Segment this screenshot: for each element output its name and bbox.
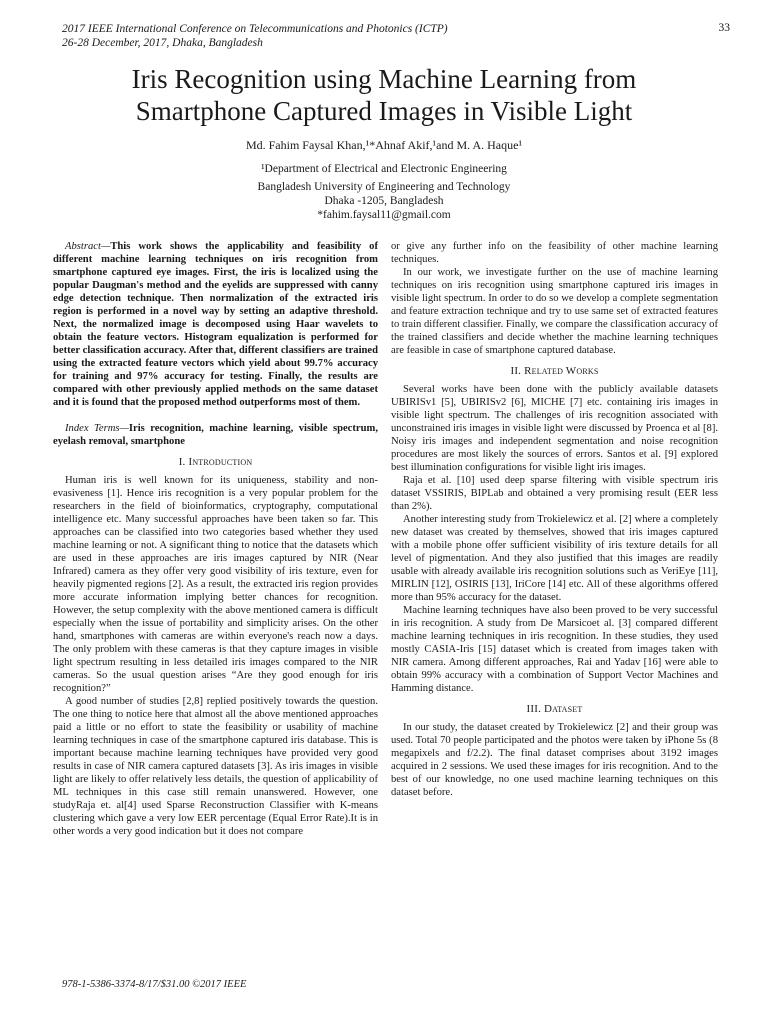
abstract-label: Abstract— — [65, 241, 111, 252]
affiliation-university: Bangladesh University of Engineering and Technology — [257, 181, 511, 193]
section-heading-related-works — [391, 365, 718, 378]
index-terms-text: Iris recognition, machine learning, visible spectrum, eyelash removal, smartphone — [53, 423, 378, 447]
index-terms-label: Index Terms— — [65, 423, 129, 434]
affiliation-email: *fahim.faysal11@gmail.com — [317, 209, 451, 221]
intro-paragraph-2: A good number of studies [2,8] replied positively towards the question. The one thing to notice here that almost all the above mentioned approaches paid a little or no effort to state the feasibility or usability of machine learning techniques in case of the smartphone captured iris database. This is important because machine learning techniques have provided very good results in case of NIR camera captured datasets [3]. As iris images in visible light are likely to offer relatively less details, the question of applicability of ML techniques in this case still remain unanswered. However, one studyRaja et. al[4] used Sparse Reconstruction Classifier with K-means clustering which gave a very low EER percentage (Equal Error Rate).It is in other words a very good indication but it does not compare — [53, 696, 378, 837]
intro-paragraph-1: Human iris is well known for its uniqueness, stability and non-evasiveness [1]. Hence iris recognition is a very popular problem for the researchers in the field of bioinformatics, cryptography, computational intelligence etc. Many successful approaches have been taken so far. This approaches can be classified into two categories based whether they used machine learning or not. A significant thing to notice that the datasets which are used in these approaches are iris images captured by NIR (Near Infrared) camera as they offer very good visibility of iris texture, even for heavily pigmented regions [2]. As a result, the extracted iris region provides more accurate information implying better chances for recognition. However, the setup complexity with the above mentioned camera is difficult especially when the issue of portability and simplicity arises. On the other hand, smartphones with cameras are within everyone's reach now a days. The only problem with these cameras is that they capture images in visible light spectrum resulting in less detailed iris images compared to the NIR cameras. So the usual question arises “Are they good enough for iris recognition?” — [53, 475, 378, 694]
section-heading-introduction — [53, 456, 378, 469]
related-paragraph-2: Raja et al. [10] used deep sparse filtering with visible spectrum iris dataset VSSIRIS, BIPLab and obtained a very promising result (EER less than 2%). — [391, 475, 718, 512]
section-number: I. — [178, 456, 186, 468]
related-paragraph-3: Another interesting study from Trokielewicz et al. [2] where a completely new dataset was created by themselves, showed that iris images captured with a mobile phone offer sufficient visibility of iris texture details for all level of pigmentation. And they also justified that this images are readily usable with already available iris recognition solutions such as VeriEye [11], MIRLIN [12], OSIRIS [13], IriCore [14] etc. All of these algorithms offered more than 95% accuracy for the dataset. — [391, 514, 718, 603]
conference-date-location: 26-28 December, 2017, Dhaka, Bangladesh — [62, 37, 263, 49]
section-title: Related Works — [524, 365, 599, 377]
right-column — [391, 240, 718, 799]
left-column — [53, 240, 378, 838]
section-title: Dataset — [544, 703, 583, 715]
intro-paragraph-4: In our work, we investigate further on the use of machine learning techniques on iris recognition using smartphone captured iris images in visible light spectrum. In order to do so we develop a complete segmentation and feature extraction technique and try to use same set of extracted features to train different classifier. Finally, we compare the classification accuracy of the trained classifiers and decide whether the machine learning techniques are feasible in case of smartphone captured database. — [391, 267, 718, 356]
dataset-paragraph-1: In our study, the dataset created by Trokielewicz [2] and their group was used. Total 70 people participated and the photos were taken by iPhone 5s (8 megapixels and f/2.2). The final dataset comprises about 3192 images acquired in 2 sessions. We used these images for iris recognition. And to the best of our knowledge, no one used machine learning techniques on this dataset before. — [391, 722, 718, 798]
paper-title — [0, 63, 768, 127]
section-number: III. — [526, 703, 542, 715]
abstract — [53, 240, 378, 409]
title-line-2: Smartphone Captured Images in Visible Light — [135, 96, 633, 126]
conference-header — [62, 22, 662, 50]
title-line-1: Iris Recognition using Machine Learning from — [131, 64, 637, 94]
section-number: II. — [510, 365, 522, 377]
conference-name: 2017 IEEE International Conference on Telecommunications and Photonics (ICTP) — [62, 23, 448, 35]
related-paragraph-4: Machine learning techniques have also been proved to be very successful in iris recognition. A study from De Marsicoet al. [3] compared different machine learning techniques in iris recognition. In these studies, they used mostly CASIA-Iris [15] dataset which is created from images taken with NIR camera. Among different approaches, Rai and Yadav [16] were able to obtain 99% accuracy with a combination of Support Vector Machines and Hamming distance. — [391, 605, 718, 694]
affiliation-city: Dhaka -1205, Bangladesh — [324, 195, 444, 207]
author-list: Md. Fahim Faysal Khan,¹*Ahnaf Akif,¹and M. A. Haque¹ — [245, 138, 523, 152]
intro-paragraph-3: or give any further info on the feasibility of other machine learning techniques. — [391, 241, 718, 265]
related-paragraph-1: Several works have been done with the publicly available datasets UBIRISv1 [5], UBIRISv2 [6], MICHE [7] etc. containing iris images in visible light spectrum. The challenges of iris recognition associated with unconstrained iris images in visible light were discussed by Proenca et al [8]. Noisy iris images and independent segmentation and noise recognition procedures are most likely the sources of errors. Santos et al. [9] explored best illumination configurations for visible light iris images. — [391, 384, 718, 473]
section-heading-dataset — [391, 703, 718, 716]
copyright-footer: 978-1-5386-3374-8/17/$31.00 ©2017 IEEE — [62, 979, 247, 990]
page-number: 33 — [718, 22, 730, 34]
abstract-text: This work shows the applicability and feasibility of different machine learning techniques on iris recognition from smartphone captured eye images. First, the iris is localized using the popular Daugman's method and the eyelids are suppressed with canny edge detection technique. Then normalization of the extracted iris region is performed in a novel way by setting an adaptive threshold. Next, the normalized image is decomposed using Haar wavelets to obtain the feature vectors. Histogram equalization is performed for better classification accuracy. After that, different classifiers are trained using the extracted feature vectors which yield about 99.7% accuracy for training and 97% accuracy for testing. Finally, the results are compared with other previously applied methods on the same dataset and it is found that the proposed method outperforms most of them. — [53, 241, 378, 408]
section-title: Introduction — [188, 456, 253, 468]
affiliation-department: ¹Department of Electrical and Electronic Engineering — [261, 163, 507, 175]
index-terms — [53, 422, 378, 448]
